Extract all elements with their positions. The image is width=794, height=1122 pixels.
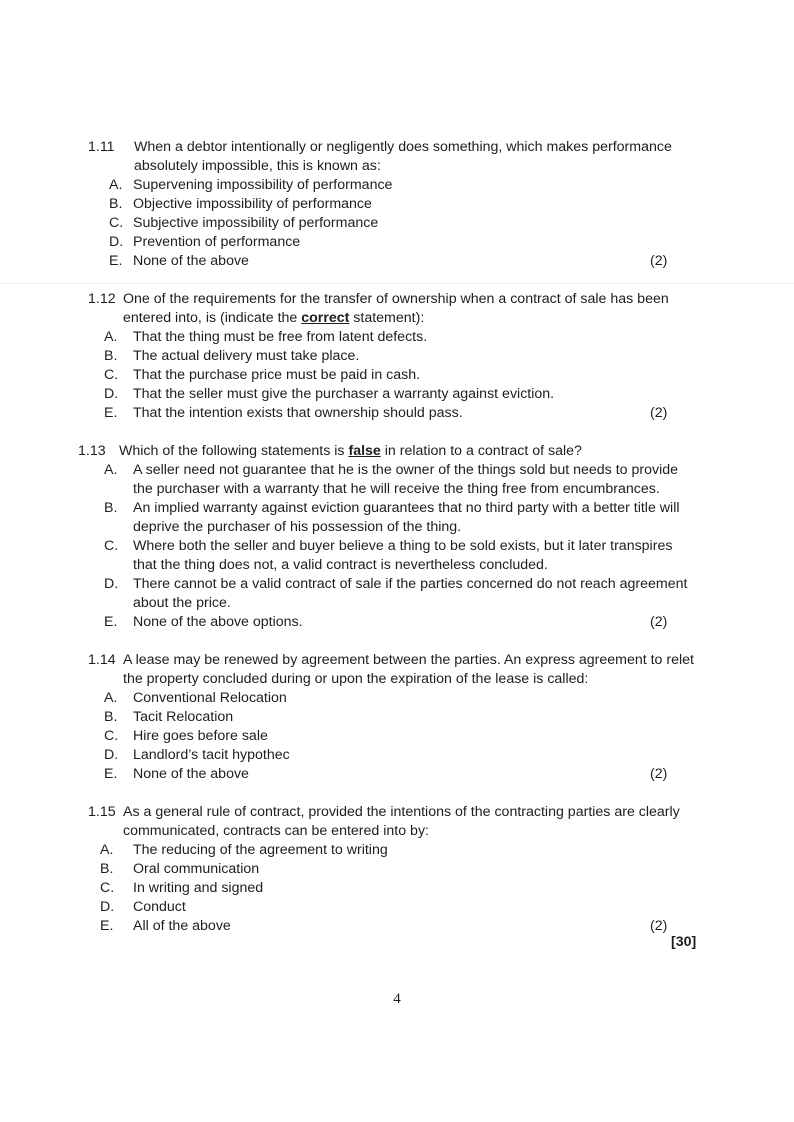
option-d (104, 746, 698, 765)
option-b (104, 708, 698, 727)
question-text (123, 290, 698, 328)
option-c (100, 879, 700, 898)
option-d (104, 385, 698, 404)
option-letter: A. (104, 462, 118, 478)
option-text: That the seller must give the purchaser a warranty against eviction. (133, 386, 555, 402)
option-text: The actual delivery must take place. (133, 348, 360, 364)
option-c (104, 537, 700, 575)
question-text (119, 442, 700, 461)
option-letter: C. (100, 880, 115, 896)
question-1-12 (88, 290, 698, 423)
option-text: The reducing of the agreement to writing (133, 842, 388, 858)
option-letter: B. (109, 196, 123, 212)
option-b (100, 860, 700, 879)
option-letter: A. (104, 329, 118, 345)
option-e (104, 613, 700, 632)
question-text-part: in relation to a contract of sale? (380, 443, 582, 459)
section-total: [30] (671, 934, 697, 950)
option-text: Where both the seller and buyer believe a thing to be sold exists, but it later transpires that the thing does not, a valid contract is nevertheless concluded. (133, 538, 673, 573)
marks-label: (2) (650, 253, 668, 269)
question-text: As a general rule of contract, provided the intentions of the contracting parties are clearly communicated, contracts can be entered into by: (123, 804, 680, 839)
question-1-13 (78, 442, 700, 632)
option-text: All of the above (133, 918, 231, 934)
question-1-14 (88, 651, 698, 784)
option-text: Conduct (133, 899, 186, 915)
question-number: 1.15 (88, 804, 116, 820)
option-letter: A. (104, 690, 118, 706)
marks-label: (2) (650, 766, 668, 782)
emphasis-correct: correct (301, 310, 350, 326)
option-c (104, 727, 698, 746)
question-text-part: Which of the following statements is (119, 443, 349, 459)
marks-label: (2) (650, 918, 668, 934)
question-1-11 (88, 138, 698, 271)
scan-divider (0, 283, 794, 284)
option-b (104, 499, 700, 537)
marks-label: (2) (650, 405, 668, 421)
option-text: Oral communication (133, 861, 260, 877)
option-text: That the intention exists that ownership should pass. (133, 405, 463, 421)
option-letter: D. (109, 234, 124, 250)
question-number: 1.14 (88, 652, 116, 668)
option-text: Conventional Relocation (133, 690, 287, 706)
option-a (104, 328, 698, 347)
option-letter: B. (104, 709, 118, 725)
option-d (104, 575, 700, 613)
option-c (109, 214, 698, 233)
option-text: A seller need not guarantee that he is the owner of the things sold but needs to provide the purchaser with a warranty that he will receive the thing free from encumbrances. (133, 462, 679, 497)
option-text: That the purchase price must be paid in cash. (133, 367, 421, 383)
option-text: None of the above (133, 253, 249, 269)
option-a (109, 176, 698, 195)
question-number: 1.11 (88, 139, 115, 155)
option-letter: D. (100, 899, 115, 915)
option-text: An implied warranty against eviction guarantees that no third party with a better title will deprive the purchaser of his possession of the thing. (133, 500, 680, 535)
option-text: In writing and signed (133, 880, 264, 896)
option-letter: D. (104, 747, 119, 763)
option-text: Objective impossibility of performance (133, 196, 372, 212)
option-d (100, 898, 700, 917)
option-text: Supervening impossibility of performance (133, 177, 393, 193)
option-c (104, 366, 698, 385)
option-text: Hire goes before sale (133, 728, 268, 744)
option-a (100, 841, 700, 860)
option-letter: A. (109, 177, 123, 193)
option-letter: C. (104, 538, 119, 554)
option-text: None of the above (133, 766, 249, 782)
question-stem (88, 138, 698, 176)
option-letter: C. (104, 728, 119, 744)
option-letter: E. (104, 766, 118, 782)
option-text: Tacit Relocation (133, 709, 234, 725)
option-a (104, 461, 700, 499)
option-text: Prevention of performance (133, 234, 301, 250)
option-e (109, 252, 698, 271)
option-d (109, 233, 698, 252)
page-number: 4 (393, 991, 401, 1007)
question-text-part: One of the requirements for the transfer of ownership when a contract of sale has been entered into, is (indicate the (123, 291, 669, 326)
option-letter: E. (109, 253, 123, 269)
question-stem (78, 442, 700, 461)
option-letter: E. (104, 405, 118, 421)
option-letter: A. (100, 842, 114, 858)
option-text: Subjective impossibility of performance (133, 215, 379, 231)
option-letter: C. (104, 367, 119, 383)
option-e (100, 917, 700, 936)
option-letter: B. (104, 500, 118, 516)
question-stem (88, 651, 698, 689)
option-b (104, 347, 698, 366)
question-text: When a debtor intentionally or negligently does something, which makes performance absolutely impossible, this is known as: (134, 139, 672, 174)
question-number: 1.13 (78, 443, 106, 459)
option-text: Landlord’s tacit hypothec (133, 747, 290, 763)
option-b (109, 195, 698, 214)
option-e (104, 765, 698, 784)
option-letter: D. (104, 386, 119, 402)
question-stem (88, 290, 698, 328)
option-letter: D. (104, 576, 119, 592)
question-text-part: statement): (349, 310, 425, 326)
question-text: A lease may be renewed by agreement between the parties. An express agreement to relet the property concluded during or upon the expiration of the lease is called: (123, 652, 694, 687)
option-text: That the thing must be free from latent defects. (133, 329, 428, 345)
option-letter: B. (104, 348, 118, 364)
marks-label: (2) (650, 614, 668, 630)
option-letter: E. (100, 918, 114, 934)
emphasis-false: false (348, 443, 381, 459)
option-letter: B. (100, 861, 114, 877)
question-1-15 (88, 803, 700, 936)
question-stem (88, 803, 700, 841)
option-text: There cannot be a valid contract of sale if the parties concerned do not reach agreement about the price. (133, 576, 688, 611)
option-letter: E. (104, 614, 118, 630)
option-e (104, 404, 698, 423)
option-text: None of the above options. (133, 614, 303, 630)
option-letter: C. (109, 215, 124, 231)
question-number: 1.12 (88, 291, 116, 307)
option-a (104, 689, 698, 708)
